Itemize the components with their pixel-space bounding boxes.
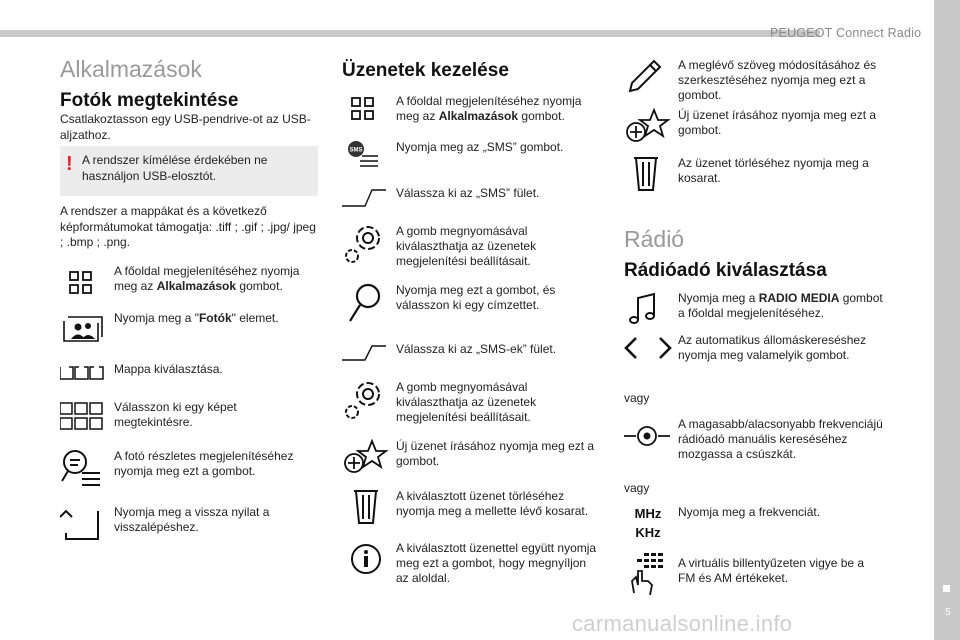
music-note-icon <box>624 290 672 332</box>
sms-icon <box>342 138 390 180</box>
side-tab <box>934 0 960 640</box>
search-icon <box>342 281 390 323</box>
or-text: vagy <box>624 481 650 495</box>
new-star-icon <box>624 106 672 148</box>
khz-label: KHz <box>635 525 661 540</box>
page-marker <box>943 585 950 592</box>
sms-badge-label: SMS <box>349 147 363 154</box>
settings-gear-icon <box>342 222 390 264</box>
detail-search-icon <box>60 447 108 489</box>
back-arrow-icon <box>60 503 108 545</box>
pencil-icon <box>624 57 672 99</box>
frequency-icon <box>624 502 672 544</box>
intro-text: Csatlakoztasson egy USB-pendrive-ot az USB-aljzathoz. <box>60 112 311 142</box>
apps-grid-icon <box>60 262 108 304</box>
header-rule <box>0 30 820 37</box>
apps-grid-icon <box>342 92 390 134</box>
watermark: carmanualsonline.info <box>572 611 793 636</box>
photos-icon <box>60 307 108 349</box>
formats-text: A rendszer a mappákat és a következő képformátumokat támogatja: .tiff ; .gif ; .jpg/ jpeg ; .bmp ; .png. <box>60 204 316 249</box>
tab-icon <box>342 184 390 226</box>
keypad-icon <box>624 553 672 595</box>
folder-row-icon <box>60 355 108 397</box>
new-star-icon <box>342 437 390 479</box>
image-grid-icon <box>60 398 108 440</box>
info-icon <box>342 539 390 581</box>
section-title-radio: Rádió <box>624 226 685 252</box>
slider-icon <box>624 416 672 458</box>
chevrons-icon <box>624 332 676 374</box>
subtitle-radio-select: Rádióadó kiválasztása <box>624 260 827 281</box>
section-title-apps: Alkalmazások <box>60 56 202 82</box>
note-box <box>60 146 318 196</box>
settings-gear-icon <box>342 378 390 420</box>
subtitle-messages: Üzenetek kezelése <box>342 60 509 81</box>
header-title: PEUGEOT Connect Radio <box>770 26 922 40</box>
warning-icon: ! <box>66 153 73 175</box>
mhz-label: MHz <box>634 506 662 521</box>
trash-icon <box>624 154 672 196</box>
or-text: vagy <box>624 391 650 405</box>
note-text: A rendszer kímélése érdekében ne használjon USB-elosztót. <box>82 153 268 183</box>
page-number: 5 <box>945 607 951 618</box>
trash-icon <box>342 487 390 529</box>
tab-icon <box>342 340 390 382</box>
subtitle-photos: Fotók megtekintése <box>60 90 239 111</box>
